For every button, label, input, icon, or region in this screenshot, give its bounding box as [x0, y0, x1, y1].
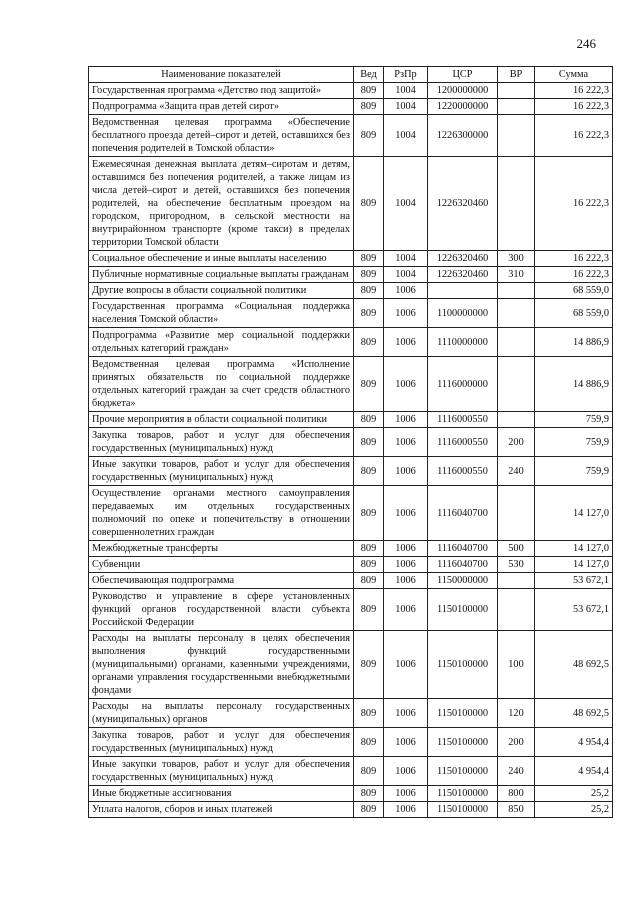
- row-ved: 809: [354, 115, 384, 157]
- row-name: Прочие мероприятия в области социальной политики: [89, 412, 354, 428]
- table-row: [89, 786, 613, 802]
- row-name: Подпрограмма «Защита прав детей сирот»: [89, 99, 354, 115]
- row-csr: 1116000550: [428, 428, 498, 457]
- table-row: [89, 251, 613, 267]
- row-vr: [498, 486, 535, 541]
- row-name: Руководство и управление в сфере установленных функций органов государственной власти субъекта Российской Федерации: [89, 589, 354, 631]
- row-rzpr: 1006: [384, 589, 428, 631]
- row-vr: 240: [498, 457, 535, 486]
- row-name: Подпрограмма «Развитие мер социальной поддержки отдельных категорий граждан»: [89, 328, 354, 357]
- table-row: [89, 557, 613, 573]
- row-ved: 809: [354, 299, 384, 328]
- row-ved: 809: [354, 786, 384, 802]
- row-sum: 25,2: [535, 802, 613, 818]
- row-rzpr: 1006: [384, 357, 428, 412]
- row-name: Расходы на выплаты персоналу в целях обеспечения выполнения функций государственными (муниципальными) органами, казенными учреждениями, органами управления государственными внебюджетными фондами: [89, 631, 354, 699]
- row-rzpr: 1006: [384, 699, 428, 728]
- row-csr: 1150100000: [428, 699, 498, 728]
- row-rzpr: 1006: [384, 299, 428, 328]
- row-name: Публичные нормативные социальные выплаты гражданам: [89, 267, 354, 283]
- row-rzpr: 1004: [384, 157, 428, 251]
- row-ved: 809: [354, 328, 384, 357]
- row-name: Иные закупки товаров, работ и услуг для обеспечения государственных (муниципальных) нужд: [89, 457, 354, 486]
- row-vr: 100: [498, 631, 535, 699]
- table-body: [89, 83, 613, 818]
- row-sum: 14 886,9: [535, 328, 613, 357]
- row-sum: 14 127,0: [535, 557, 613, 573]
- budget-table: [88, 66, 613, 818]
- row-vr: 800: [498, 786, 535, 802]
- row-name: Другие вопросы в области социальной политики: [89, 283, 354, 299]
- row-sum: 16 222,3: [535, 251, 613, 267]
- row-name: Межбюджетные трансферты: [89, 541, 354, 557]
- row-sum: 68 559,0: [535, 283, 613, 299]
- row-ved: 809: [354, 412, 384, 428]
- row-rzpr: 1006: [384, 412, 428, 428]
- row-sum: 759,9: [535, 457, 613, 486]
- table-header: [89, 67, 613, 83]
- row-sum: 759,9: [535, 412, 613, 428]
- row-vr: 530: [498, 557, 535, 573]
- row-vr: [498, 83, 535, 99]
- row-sum: 16 222,3: [535, 157, 613, 251]
- row-sum: 25,2: [535, 786, 613, 802]
- row-rzpr: 1006: [384, 328, 428, 357]
- table-row: [89, 457, 613, 486]
- row-csr: 1116040700: [428, 486, 498, 541]
- table-row: [89, 802, 613, 818]
- row-sum: 48 692,5: [535, 631, 613, 699]
- row-rzpr: 1006: [384, 757, 428, 786]
- table-row: [89, 631, 613, 699]
- row-name: Закупка товаров, работ и услуг для обеспечения государственных (муниципальных) нужд: [89, 728, 354, 757]
- row-name: Государственная программа «Социальная поддержка населения Томской области»: [89, 299, 354, 328]
- row-ved: 809: [354, 728, 384, 757]
- header-vr: ВР: [498, 67, 535, 83]
- row-ved: 809: [354, 357, 384, 412]
- table-row: [89, 157, 613, 251]
- row-rzpr: 1006: [384, 631, 428, 699]
- table-row: [89, 115, 613, 157]
- row-vr: 240: [498, 757, 535, 786]
- row-rzpr: 1004: [384, 83, 428, 99]
- row-csr: 1100000000: [428, 299, 498, 328]
- row-name: Закупка товаров, работ и услуг для обеспечения государственных (муниципальных) нужд: [89, 428, 354, 457]
- row-rzpr: 1004: [384, 267, 428, 283]
- row-csr: 1110000000: [428, 328, 498, 357]
- row-sum: 68 559,0: [535, 299, 613, 328]
- table-row: [89, 541, 613, 557]
- row-rzpr: 1006: [384, 541, 428, 557]
- row-rzpr: 1006: [384, 486, 428, 541]
- table-row: [89, 357, 613, 412]
- row-rzpr: 1006: [384, 428, 428, 457]
- row-vr: [498, 589, 535, 631]
- row-name: Расходы на выплаты персоналу государственных (муниципальных) органов: [89, 699, 354, 728]
- row-csr: 1226320460: [428, 251, 498, 267]
- row-name: Осуществление органами местного самоуправления передаваемых им отдельных государственных полномочий по опеке и попечительству в отношении совершеннолетних граждан: [89, 486, 354, 541]
- row-vr: 500: [498, 541, 535, 557]
- row-vr: 310: [498, 267, 535, 283]
- table-row: [89, 757, 613, 786]
- row-vr: [498, 573, 535, 589]
- row-rzpr: 1006: [384, 786, 428, 802]
- row-vr: [498, 328, 535, 357]
- row-vr: 120: [498, 699, 535, 728]
- row-rzpr: 1004: [384, 99, 428, 115]
- row-ved: 809: [354, 802, 384, 818]
- header-rzpr: РзПр: [384, 67, 428, 83]
- table-row: [89, 83, 613, 99]
- row-csr: 1116040700: [428, 557, 498, 573]
- row-ved: 809: [354, 557, 384, 573]
- table-row: [89, 589, 613, 631]
- row-rzpr: 1006: [384, 557, 428, 573]
- row-rzpr: 1006: [384, 457, 428, 486]
- row-vr: [498, 115, 535, 157]
- row-sum: 4 954,4: [535, 757, 613, 786]
- table-row: [89, 328, 613, 357]
- table-row: [89, 283, 613, 299]
- header-sum: Сумма: [535, 67, 613, 83]
- row-name: Социальное обеспечение и иные выплаты населению: [89, 251, 354, 267]
- row-sum: 14 127,0: [535, 486, 613, 541]
- row-csr: 1150100000: [428, 802, 498, 818]
- row-csr: 1150100000: [428, 589, 498, 631]
- row-name: Обеспечивающая подпрограмма: [89, 573, 354, 589]
- row-rzpr: 1004: [384, 251, 428, 267]
- table-row: [89, 699, 613, 728]
- row-name: Субвенции: [89, 557, 354, 573]
- row-ved: 809: [354, 99, 384, 115]
- row-sum: 16 222,3: [535, 115, 613, 157]
- row-vr: [498, 299, 535, 328]
- row-rzpr: 1006: [384, 573, 428, 589]
- table-row: [89, 299, 613, 328]
- row-ved: 809: [354, 283, 384, 299]
- row-sum: 48 692,5: [535, 699, 613, 728]
- row-csr: 1150100000: [428, 631, 498, 699]
- row-sum: 14 886,9: [535, 357, 613, 412]
- header-ved: Вед: [354, 67, 384, 83]
- row-name: Ежемесячная денежная выплата детям–сиротам и детям, оставшимся без попечения родителей, а также лицам из числа детей–сирот и детей, оставшихся без попечения родителей, на обеспечение бесплатным проездом на городском, пригородном, в сельской местности на внутрирайонном транспорте (кроме такси) в пределах территории Томской области: [89, 157, 354, 251]
- row-ved: 809: [354, 541, 384, 557]
- row-sum: 14 127,0: [535, 541, 613, 557]
- row-rzpr: 1006: [384, 283, 428, 299]
- row-name: Иные бюджетные ассигнования: [89, 786, 354, 802]
- row-ved: 809: [354, 157, 384, 251]
- row-name: Уплата налогов, сборов и иных платежей: [89, 802, 354, 818]
- row-csr: 1116040700: [428, 541, 498, 557]
- row-ved: 809: [354, 83, 384, 99]
- row-vr: [498, 99, 535, 115]
- row-csr: [428, 283, 498, 299]
- row-sum: 759,9: [535, 428, 613, 457]
- row-rzpr: 1006: [384, 802, 428, 818]
- row-ved: 809: [354, 428, 384, 457]
- row-csr: 1226320460: [428, 267, 498, 283]
- row-ved: 809: [354, 251, 384, 267]
- row-csr: 1150100000: [428, 728, 498, 757]
- row-csr: 1220000000: [428, 99, 498, 115]
- row-vr: 200: [498, 428, 535, 457]
- row-name: Иные закупки товаров, работ и услуг для обеспечения государственных (муниципальных) нужд: [89, 757, 354, 786]
- row-sum: 53 672,1: [535, 573, 613, 589]
- header-csr: ЦСР: [428, 67, 498, 83]
- row-csr: 1116000550: [428, 412, 498, 428]
- row-vr: [498, 157, 535, 251]
- page-number: 246: [576, 36, 596, 51]
- row-name: Ведомственная целевая программа «Исполнение принятых обязательств по социальной поддержке отдельных категорий граждан за счет средств областного бюджета»: [89, 357, 354, 412]
- row-ved: 809: [354, 631, 384, 699]
- row-sum: 16 222,3: [535, 83, 613, 99]
- row-rzpr: 1004: [384, 115, 428, 157]
- header-name: Наименование показателей: [89, 67, 354, 83]
- row-sum: 4 954,4: [535, 728, 613, 757]
- row-sum: 53 672,1: [535, 589, 613, 631]
- row-sum: 16 222,3: [535, 267, 613, 283]
- row-csr: 1150100000: [428, 786, 498, 802]
- row-name: Государственная программа «Детство под защитой»: [89, 83, 354, 99]
- row-vr: 200: [498, 728, 535, 757]
- row-csr: 1200000000: [428, 83, 498, 99]
- row-csr: 1226320460: [428, 157, 498, 251]
- table-row: [89, 412, 613, 428]
- row-ved: 809: [354, 457, 384, 486]
- table-row: [89, 267, 613, 283]
- row-ved: 809: [354, 699, 384, 728]
- row-csr: 1150100000: [428, 757, 498, 786]
- table-row: [89, 573, 613, 589]
- row-vr: [498, 412, 535, 428]
- row-ved: 809: [354, 757, 384, 786]
- table-row: [89, 428, 613, 457]
- row-csr: 1116000550: [428, 457, 498, 486]
- row-ved: 809: [354, 267, 384, 283]
- row-vr: 300: [498, 251, 535, 267]
- row-rzpr: 1006: [384, 728, 428, 757]
- row-sum: 16 222,3: [535, 99, 613, 115]
- row-csr: 1116000000: [428, 357, 498, 412]
- table-row: [89, 728, 613, 757]
- row-vr: [498, 283, 535, 299]
- table-row: [89, 99, 613, 115]
- row-csr: 1226300000: [428, 115, 498, 157]
- table-row: [89, 486, 613, 541]
- row-vr: [498, 357, 535, 412]
- row-ved: 809: [354, 573, 384, 589]
- row-csr: 1150000000: [428, 573, 498, 589]
- row-ved: 809: [354, 486, 384, 541]
- row-name: Ведомственная целевая программа «Обеспечение бесплатного проезда детей–сирот и детей, оставшихся без попечения родителей в Томской области»: [89, 115, 354, 157]
- row-ved: 809: [354, 589, 384, 631]
- row-vr: 850: [498, 802, 535, 818]
